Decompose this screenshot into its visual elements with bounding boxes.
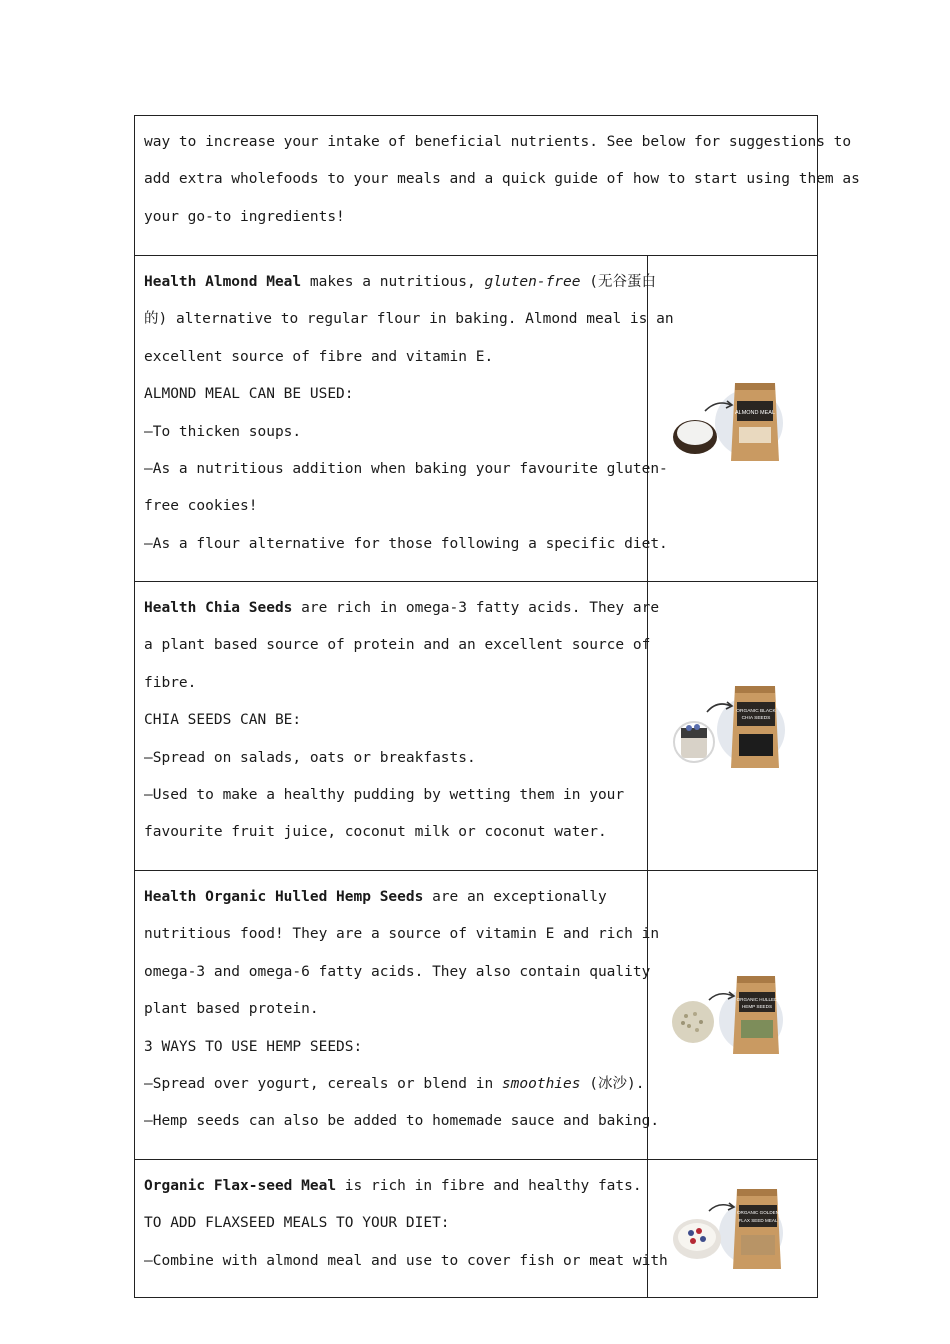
almond-meal-product-image	[671, 371, 795, 467]
flax-package-label: FLAX SEED MEAL	[737, 1217, 778, 1223]
almond-row	[135, 256, 818, 582]
flax-use-item: —Combine with almond meal and use to cover fish or meat with	[144, 1252, 668, 1269]
flax-product-name: Organic Flax-seed Meal	[144, 1178, 337, 1194]
hemp-row	[135, 871, 818, 1160]
hemp-uses-heading: 3 WAYS TO USE HEMP SEEDS:	[144, 1038, 363, 1055]
chia-image-cell	[648, 582, 818, 871]
almond-image-cell	[648, 256, 818, 582]
almond-text-cell: Health Almond Meal makes a nutritious, gluten-free (无谷蛋白 的) alternative to regular flour in baking. Almond meal is an excellent source of fibre and vitamin E. ALMOND MEAL CAN BE USED: —To thicken soups. —As a nutritious addition when baking your favourite gluten- free cookies! —As a flour alternative for those following a specific diet.	[135, 256, 648, 582]
chia-package-label: CHIA SEEDS	[741, 716, 770, 721]
intro-line: your go-to ingredients!	[144, 208, 345, 225]
intro-line: way to increase your intake of beneficial nutrients. See below for suggestions to	[144, 134, 852, 150]
almond-use-item: —To thicken soups.	[144, 423, 302, 440]
hemp-image-cell	[648, 871, 818, 1160]
chia-use-item: favourite fruit juice, coconut milk or coconut water.	[144, 824, 607, 841]
almond-product-name: Health Almond Meal	[144, 274, 302, 290]
almond-use-item: free cookies!	[144, 498, 258, 515]
intro-line: add extra wholefoods to your meals and a quick guide of how to start using them as	[144, 171, 860, 188]
gluten-free-term: gluten-free	[484, 274, 581, 290]
flax-seed-meal-product-image	[669, 1183, 797, 1275]
chia-product-name: Health Chia Seeds	[144, 600, 293, 616]
chia-row	[135, 582, 818, 871]
almond-use-item: —As a nutritious addition when baking your favourite gluten-	[144, 461, 668, 478]
content-table	[134, 115, 860, 1298]
intro-row	[135, 116, 818, 256]
hemp-seeds-product-image	[671, 970, 795, 1060]
almond-use-item: —As a flour alternative for those following a specific diet.	[144, 535, 668, 552]
almond-package-label: ALMOND MEAL	[734, 409, 775, 416]
flax-package-label: ORGANIC GOLDEN	[736, 1209, 779, 1215]
hemp-text-cell: Health Organic Hulled Hemp Seeds are an exceptionally nutritious food! They are a source of vitamin E and rich in omega-3 and omega-6 fatty acids. They also contain quality plant based protein. 3 WAYS TO USE HEMP SEEDS: —Spread over yogurt, cereals or blend in smoothies (冰沙). —Hemp seeds can also be added to homemade sauce and baking.	[135, 871, 648, 1160]
hemp-package-label: HEMP SEEDS	[741, 1004, 772, 1009]
smoothies-term: smoothies	[501, 1076, 581, 1093]
almond-uses-heading: ALMOND MEAL CAN BE USED:	[144, 386, 354, 403]
chia-package-label: ORGANIC BLACK	[735, 709, 776, 714]
flax-image-cell	[648, 1160, 818, 1298]
hemp-use-item: —Hemp seeds can also be added to homemade sauce and baking.	[144, 1113, 660, 1130]
flax-uses-heading: TO ADD FLAXSEED MEALS TO YOUR DIET:	[144, 1215, 450, 1232]
flax-row	[135, 1160, 818, 1298]
chia-seeds-product-image	[671, 676, 795, 776]
hemp-package-label: ORGANIC HULLED	[736, 997, 777, 1002]
intro-cell	[135, 116, 860, 256]
chia-uses-heading: CHIA SEEDS CAN BE:	[144, 712, 302, 729]
hemp-use-item: —Spread over yogurt, cereals or blend in smoothies (冰沙).	[144, 1076, 645, 1093]
chia-use-item: —Used to make a healthy pudding by wetting them in your	[144, 787, 625, 804]
hemp-product-name: Health Organic Hulled Hemp Seeds	[144, 889, 424, 905]
chia-use-item: —Spread on salads, oats or breakfasts.	[144, 749, 476, 766]
flax-text-cell: Organic Flax-seed Meal is rich in fibre and healthy fats. TO ADD FLAXSEED MEALS TO YOUR DIET: —Combine with almond meal and use to cover fish or meat with	[135, 1160, 648, 1298]
chia-text-cell: Health Chia Seeds are rich in omega-3 fatty acids. They are a plant based source of protein and an excellent source of fibre. CHIA SEEDS CAN BE: —Spread on salads, oats or breakfasts. —Used to make a healthy pudding by wetting them in your favourite fruit juice, coconut milk or coconut water.	[135, 582, 648, 871]
